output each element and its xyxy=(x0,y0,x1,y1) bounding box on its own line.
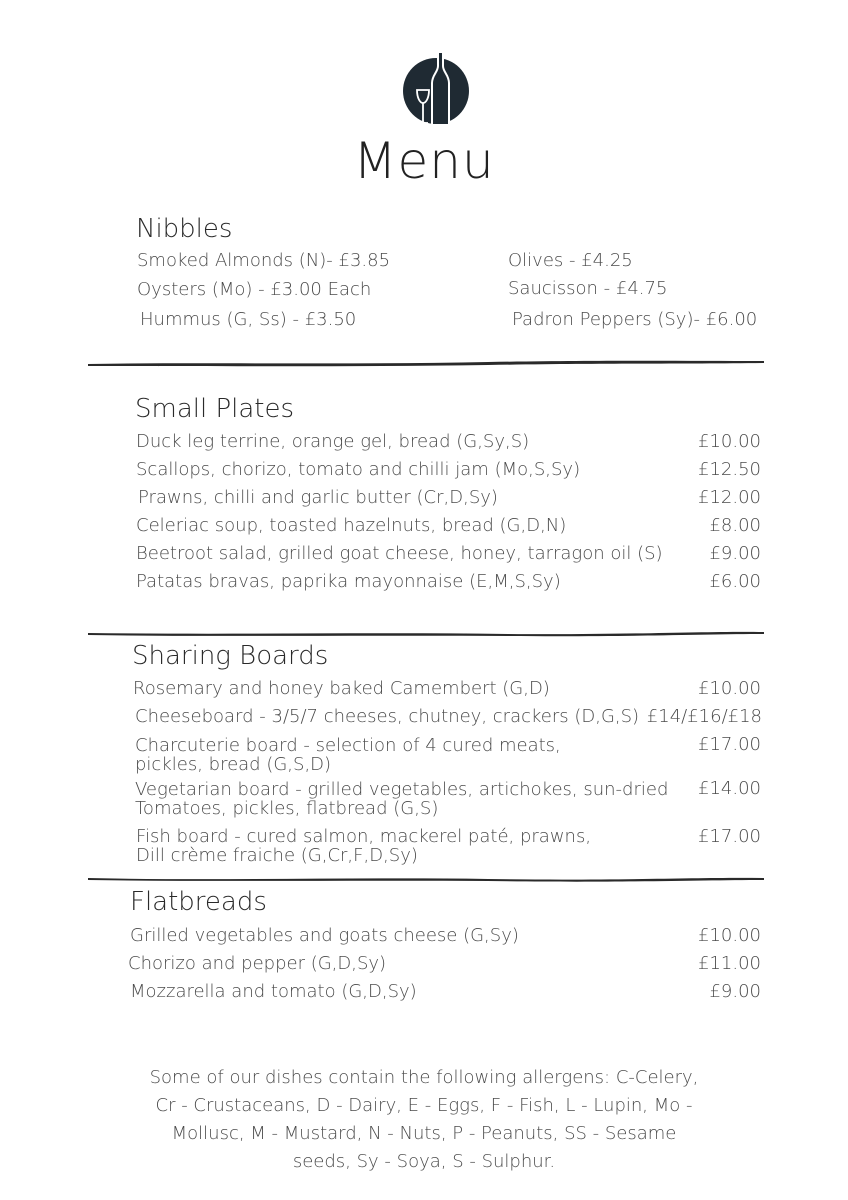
wine-logo-icon xyxy=(403,52,469,128)
allergen-line: seeds, Sy - Soya, S - Sulphur. xyxy=(292,1151,556,1172)
menu-item-line: Dill crème fraiche (G,Cr,F,D,Sy) xyxy=(136,845,418,866)
menu-item: Prawns, chilli and garlic butter (Cr,D,Sy) xyxy=(138,487,498,508)
menu-item xyxy=(135,736,561,774)
menu-item-line: Fish board - cured salmon, mackerel paté, prawns, xyxy=(136,826,592,847)
menu-item-price: £10.00 xyxy=(698,431,761,452)
menu-item-price: £14.00 xyxy=(698,778,761,799)
menu-item-price: £9.00 xyxy=(709,981,761,1002)
menu-item-price: £10.00 xyxy=(698,925,761,946)
menu-item-line: Tomatoes, pickles, flatbread (G,S) xyxy=(135,798,439,819)
menu-item-line: Charcuterie board - selection of 4 cured meats, xyxy=(135,735,561,756)
nibble-item: Olives - £4.25 xyxy=(508,250,633,271)
menu-item-price: £17.00 xyxy=(698,734,761,755)
menu-item xyxy=(136,827,591,865)
section-heading-flatbreads: Flatbreads xyxy=(130,887,267,917)
allergen-line: Cr - Crustaceans, D - Dairy, E - Eggs, F - Fish, L - Lupin, Mo - xyxy=(155,1095,693,1116)
menu-item: Grilled vegetables and goats cheese (G,Sy) xyxy=(130,925,519,946)
menu-item-price: £12.50 xyxy=(698,459,761,480)
menu-item-line: pickles, bread (G,S,D) xyxy=(135,754,332,775)
menu-item: Patatas bravas, paprika mayonnaise (E,M,S,Sy) xyxy=(136,571,561,592)
menu-item-price: £8.00 xyxy=(709,515,761,536)
section-heading-sharing-boards: Sharing Boards xyxy=(132,641,329,671)
menu-item-price: £10.00 xyxy=(698,678,761,699)
nibble-item: Padron Peppers (Sy)- £6.00 xyxy=(512,309,758,330)
section-heading-small-plates: Small Plates xyxy=(135,394,295,424)
menu-item: Celeriac soup, toasted hazelnuts, bread (G,D,N) xyxy=(136,515,567,536)
menu-item-price: £14/£16/£18 xyxy=(646,706,762,727)
brush-divider xyxy=(88,358,764,368)
menu-item: Chorizo and pepper (G,D,Sy) xyxy=(128,953,387,974)
nibble-item: Saucisson - £4.75 xyxy=(508,278,668,299)
menu-item-price: £9.00 xyxy=(709,543,761,564)
menu-item: Scallops, chorizo, tomato and chilli jam (Mo,S,Sy) xyxy=(136,459,581,480)
allergen-line: Mollusc, M - Mustard, N - Nuts, P - Peanuts, SS - Sesame xyxy=(171,1123,677,1144)
nibble-item: Smoked Almonds (N)- £3.85 xyxy=(137,250,391,271)
menu-item: Beetroot salad, grilled goat cheese, honey, tarragon oil (S) xyxy=(136,543,663,564)
menu-item: Cheeseboard - 3/5/7 cheeses, chutney, crackers (D,G,S) xyxy=(135,706,640,727)
menu-item: Mozzarella and tomato (G,D,Sy) xyxy=(130,981,417,1002)
menu-item-line: Vegetarian board - grilled vegetables, artichokes, sun-dried xyxy=(135,779,669,800)
section-heading-nibbles: Nibbles xyxy=(136,214,233,244)
allergen-line: Some of our dishes contain the following allergens: C-Celery, xyxy=(149,1067,699,1088)
menu-item: Rosemary and honey baked Camembert (G,D) xyxy=(133,678,550,699)
menu-item-price: £6.00 xyxy=(709,571,761,592)
nibble-item: Hummus (G, Ss) - £3.50 xyxy=(140,309,357,330)
menu-item: Duck leg terrine, orange gel, bread (G,Sy,S) xyxy=(136,431,530,452)
allergen-notice xyxy=(100,1064,748,1176)
brush-divider xyxy=(88,873,764,883)
menu-item xyxy=(135,780,668,818)
menu-item-price: £17.00 xyxy=(698,826,761,847)
menu-item-price: £12.00 xyxy=(698,487,761,508)
menu-item-price: £11.00 xyxy=(698,953,761,974)
nibble-item: Oysters (Mo) - £3.00 Each xyxy=(137,279,372,300)
brush-divider xyxy=(88,628,764,638)
page-title: Menu xyxy=(353,132,495,190)
